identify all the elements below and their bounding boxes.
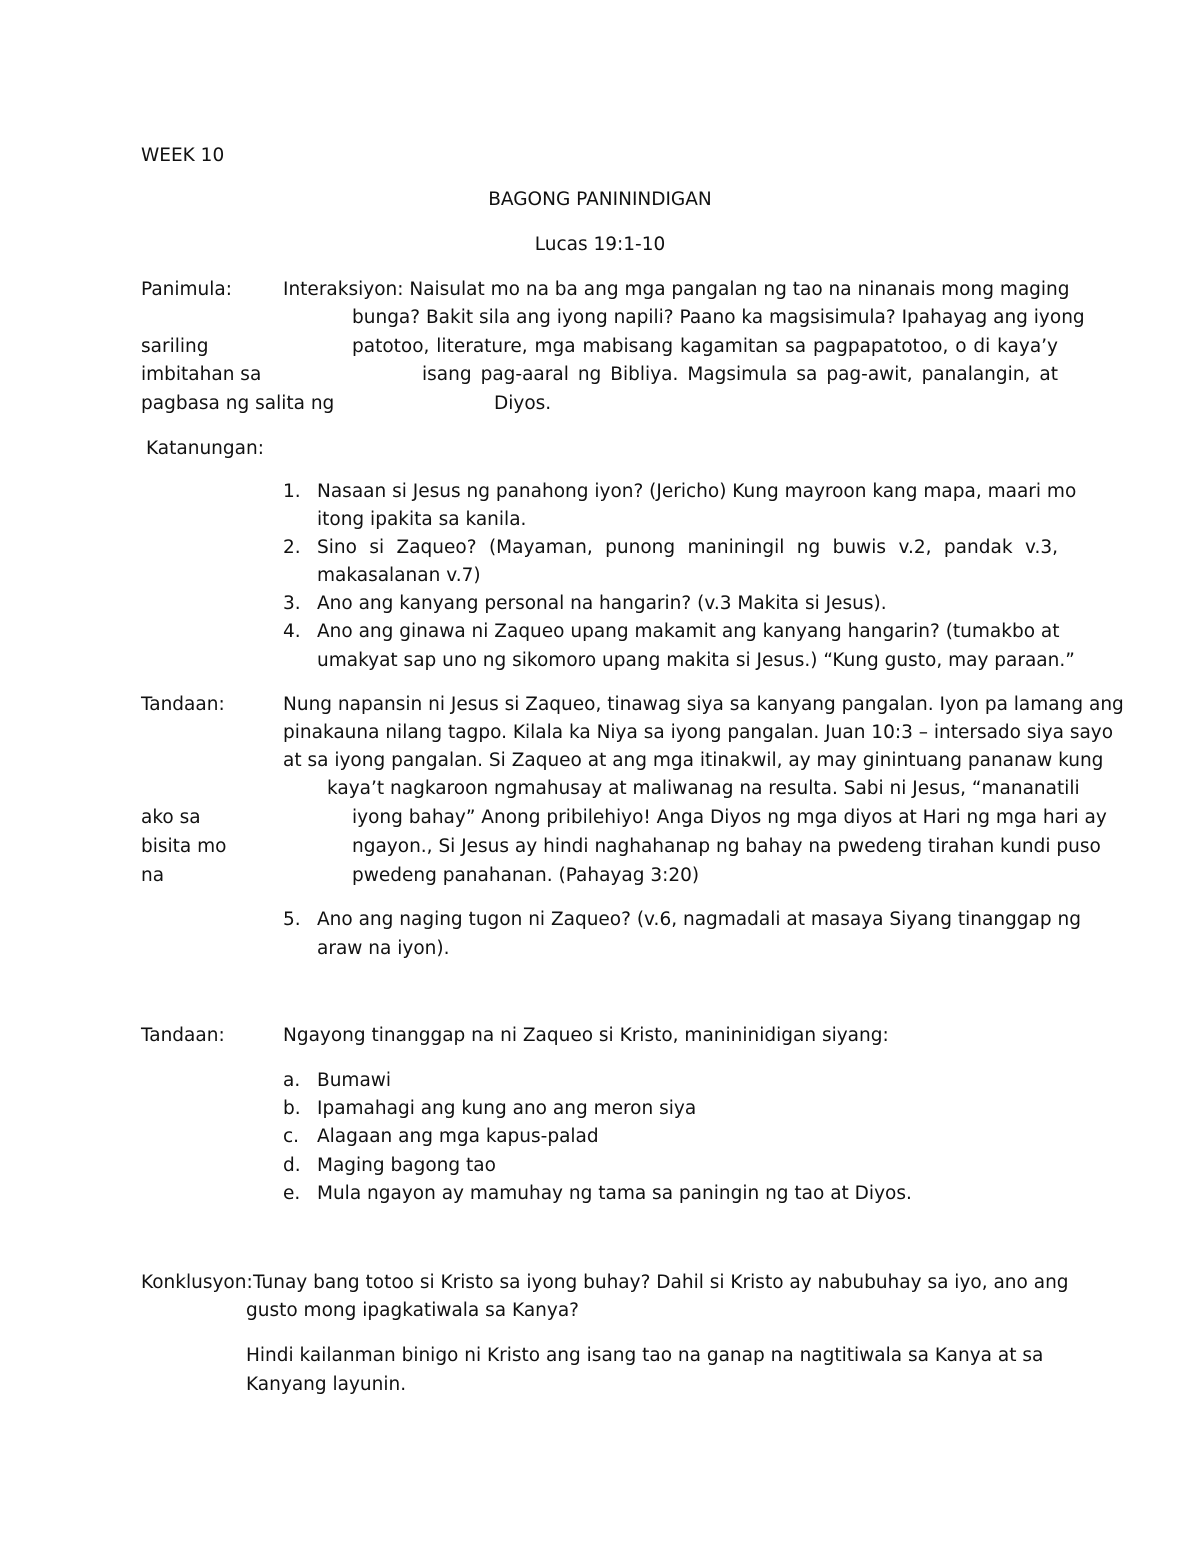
list-item-letter: d. [283,1155,301,1176]
week-label: WEEK 10 [141,145,225,166]
konklusyon-line: Tunay bang totoo si Kristo sa iyong buhay? Dahil si Kristo ay nabubuhay sa iyo, ano ang [253,1272,1069,1293]
list-item: Mula ngayon ay mamuhay ng tama sa paningin ng tao at Diyos. [317,1183,912,1204]
list-item-letter: c. [283,1126,300,1147]
tandaan-line: pinakauna nilang tagpo. Kilala ka Niya sa iyong pangalan. Juan 10:3 – intersado siya sayo [283,722,1114,743]
question-line: Ano ang kanyang personal na hangarin? (v.3 Makita si Jesus). [317,593,887,614]
list-item-letter: e. [283,1183,301,1204]
list-item: Alagaan ang mga kapus-palad [317,1126,599,1147]
question-number: 1. [283,481,301,502]
list-item: Maging bagong tao [317,1155,496,1176]
question-line: Nasaan si Jesus ng panahong iyon? (Jericho) Kung mayroon kang mapa, maari mo [317,481,1077,502]
panimula-line: Diyos. [494,393,552,414]
question-number: 2. [283,537,301,558]
question-line: Ano ang naging tugon ni Zaqueo? (v.6, nagmadali at masaya Siyang tinanggap ng [317,909,1081,930]
panimula-line: bunga? Bakit sila ang iyong napili? Paano ka magsisimula? Ipahayag ang iyong [352,307,1085,328]
list-item-letter: b. [283,1098,301,1119]
konklusyon-line: Hindi kailanman binigo ni Kristo ang isang tao na ganap na nagtitiwala sa Kanya at sa [246,1345,1044,1366]
scripture-reference: Lucas 19:1-10 [534,234,666,255]
panimula-margin-line: pagbasa ng salita ng [141,393,335,414]
tandaan-margin-line: na [141,865,165,886]
tandaan-line: ngayon., Si Jesus ay hindi naghahanap ng bahay na pwedeng tirahan kundi puso [352,836,1101,857]
konklusyon-line: Kanyang layunin. [246,1374,407,1395]
question-number: 4. [283,621,301,642]
panimula-margin-line: imbitahan sa [141,364,262,385]
tandaan-margin-line: ako sa [141,807,201,828]
list-item: Bumawi [317,1070,392,1091]
panimula-line: patotoo, literature, mga mabisang kagamitan sa pagpapatotoo, o di kaya’y [352,336,1058,357]
question-line: Sino si Zaqueo? (Mayaman, punong maniningil ng buwis v.2, pandak v.3, [317,537,1058,558]
question-number: 3. [283,593,301,614]
list-item-letter: a. [283,1070,301,1091]
panimula-line: Interaksiyon: Naisulat mo na ba ang mga pangalan ng tao na ninanais mong maging [283,279,1070,300]
konklusyon-line: gusto mong ipagkatiwala sa Kanya? [246,1300,579,1321]
panimula-line: isang pag-aaral ng Bibliya. Magsimula sa pag-awit, panalangin, at [422,364,1058,385]
tandaan-line: Nung napansin ni Jesus si Zaqueo, tinawag siya sa kanyang pangalan. Iyon pa lamang ang [283,694,1124,715]
question-line: Ano ang ginawa ni Zaqueo upang makamit ang kanyang hangarin? (tumakbo at [317,621,1060,642]
question-line: araw na iyon). [317,938,450,959]
panimula-margin-line: sariling [141,336,209,357]
tandaan-label: Tandaan: [141,1025,225,1046]
question-line: umakyat sap uno ng sikomoro upang makita si Jesus.) “Kung gusto, may paraan.” [317,650,1075,671]
tandaan-line: kaya’t nagkaroon ngmahusay at maliwanag na resulta. Sabi ni Jesus, “mananatili [327,778,1080,799]
tandaan-margin-line: bisita mo [141,836,227,857]
tandaan-line: pwedeng panahanan. (Pahayag 3:20) [352,865,700,886]
question-line: makasalanan v.7) [317,565,481,586]
question-number: 5. [283,909,301,930]
panimula-label: Panimula: [141,279,232,300]
katanungan-label: Katanungan: [146,438,264,459]
tandaan-label: Tandaan: [141,694,225,715]
konklusyon-label: Konklusyon: [141,1272,253,1293]
document-title: BAGONG PANININDIGAN [488,189,712,210]
list-item: Ipamahagi ang kung ano ang meron siya [317,1098,697,1119]
tandaan-line: at sa iyong pangalan. Si Zaqueo at ang mga itinakwil, ay may ginintuang pananaw kung [283,750,1104,771]
question-line: itong ipakita sa kanila. [317,509,527,530]
tandaan-line: iyong bahay” Anong pribilehiyo! Anga Diyos ng mga diyos at Hari ng mga hari ay [352,807,1107,828]
tandaan-intro: Ngayong tinanggap na ni Zaqueo si Kristo, manininidigan siyang: [283,1025,889,1046]
